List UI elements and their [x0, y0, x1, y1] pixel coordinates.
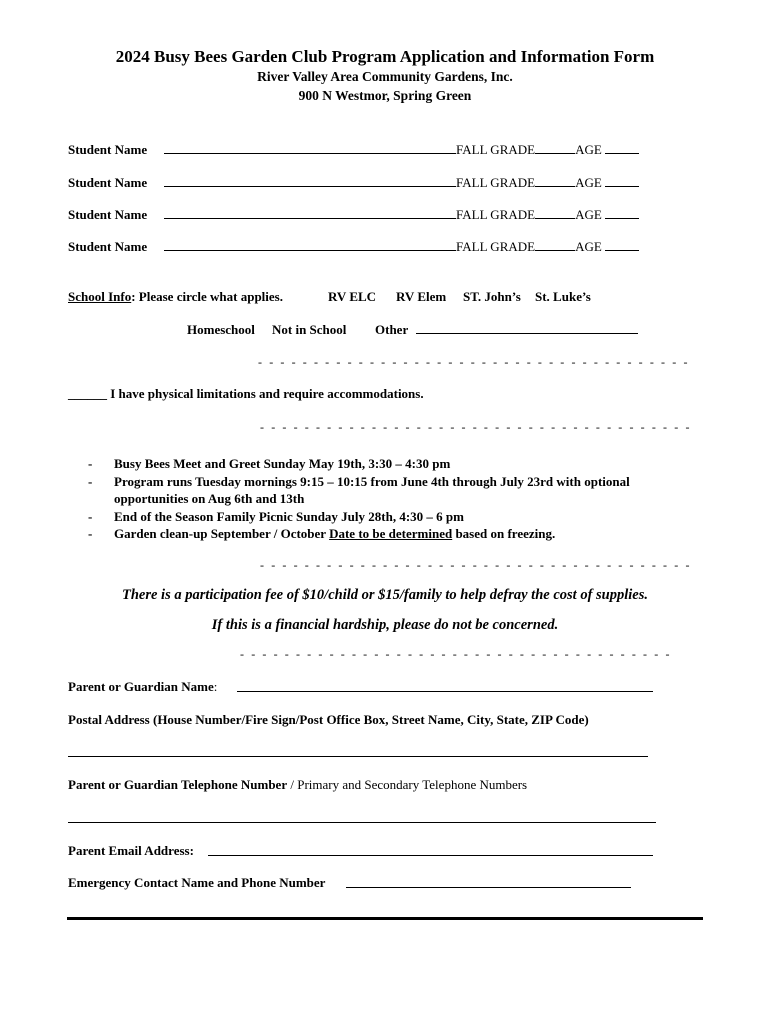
fee-notice: There is a participation fee of $10/child or $15/family to help defray the cost of supplies.	[122, 587, 648, 603]
cleanup-text-after: based on freezing.	[452, 526, 556, 541]
student-row	[68, 207, 639, 223]
emergency-contact-label: Emergency Contact Name and Phone Number	[68, 875, 326, 890]
school-other-field[interactable]	[416, 322, 638, 334]
age-field[interactable]	[605, 239, 639, 251]
cleanup-text-before: Garden clean-up September / October	[114, 526, 330, 541]
student-row	[68, 239, 639, 255]
student-name-label: Student Name	[68, 142, 148, 157]
separator: - - - - - - - - - - - - - - - - - - - - - - - - - - - - - - - - - - - - - - -	[260, 420, 692, 434]
postal-address-label: Postal Address (House Number/Fire Sign/Post Office Box, Street Name, City, State, ZIP Code)	[68, 712, 589, 727]
separator: - - - - - - - - - - - - - - - - - - - - - - - - - - - - - - - - - - - - - - -	[240, 647, 672, 661]
student-name-field[interactable]	[164, 142, 456, 154]
student-row	[68, 175, 639, 191]
student-row	[68, 142, 639, 158]
guardian-phone-label: Parent or Guardian Telephone Number	[68, 777, 288, 792]
list-item: - Program runs Tuesday mornings 9:15 – 10:15 from June 4th through July 23rd with optional opportunities on Aug 6th and 13th	[88, 473, 630, 506]
fall-grade-label: FALL GRADE	[456, 239, 536, 254]
age-label: AGE	[575, 239, 602, 254]
fall-grade-field[interactable]	[535, 207, 575, 219]
form-title: 2024 Busy Bees Garden Club Program Application and Information Form	[115, 47, 655, 66]
age-field[interactable]	[605, 207, 639, 219]
school-info-instruction: : Please circle what applies.	[131, 289, 283, 304]
age-field[interactable]	[605, 175, 639, 187]
postal-address-field[interactable]	[68, 745, 648, 757]
organization-name: River Valley Area Community Gardens, Inc.	[257, 69, 513, 84]
age-label: AGE	[575, 142, 602, 157]
list-item-text: Program runs Tuesday mornings 9:15 – 10:15 from June 4th through July 23rd with optional opportunities on Aug 6th and 13th	[114, 473, 630, 506]
school-option-st-lukes[interactable]: St. Luke’s	[535, 289, 591, 304]
school-info-label: School Info	[68, 289, 132, 304]
list-item: - End of the Season Family Picnic Sunday July 28th, 4:30 – 6 pm	[88, 508, 464, 524]
school-option-rv-elc[interactable]: RV ELC	[328, 289, 377, 304]
fall-grade-field[interactable]	[535, 142, 575, 154]
email-field[interactable]	[208, 844, 653, 856]
guardian-phone-hint: / Primary and Secondary Telephone Numbers	[287, 777, 528, 792]
program-schedule-list	[88, 455, 694, 543]
guardian-name-colon: :	[213, 679, 218, 694]
school-option-rv-elem[interactable]: RV Elem	[396, 289, 447, 304]
school-option-st-johns[interactable]: ST. John’s	[463, 289, 521, 304]
student-name-field[interactable]	[164, 175, 456, 187]
accommodation-checkbox-blank[interactable]: ______	[68, 386, 107, 401]
bottom-rule	[67, 917, 703, 920]
organization-address: 900 N Westmor, Spring Green	[298, 88, 472, 103]
fall-grade-label: FALL GRADE	[456, 207, 536, 222]
guardian-phone-field[interactable]	[68, 811, 656, 823]
emergency-contact-field[interactable]	[346, 876, 631, 888]
fall-grade-field[interactable]	[535, 175, 575, 187]
age-label: AGE	[575, 175, 602, 190]
student-name-label: Student Name	[68, 239, 148, 254]
fall-grade-field[interactable]	[535, 239, 575, 251]
fall-grade-label: FALL GRADE	[456, 175, 536, 190]
guardian-name-field[interactable]	[237, 680, 653, 692]
age-field[interactable]	[605, 142, 639, 154]
separator: - - - - - - - - - - - - - - - - - - - - - - - - - - - - - - - - - - - - - - -	[260, 558, 692, 572]
student-name-field[interactable]	[164, 207, 456, 219]
age-label: AGE	[575, 207, 602, 222]
guardian-phone-row	[68, 777, 527, 793]
school-option-other[interactable]: Other	[375, 322, 409, 337]
list-item: - Garden clean-up September / October Date to be determined based on freezing.	[88, 526, 556, 541]
hardship-notice: If this is a financial hardship, please do not be concerned.	[211, 617, 559, 633]
school-option-homeschool[interactable]: Homeschool	[187, 322, 255, 337]
list-item-text: End of the Season Family Picnic Sunday July 28th, 4:30 – 6 pm	[114, 508, 464, 524]
separator: - - - - - - - - - - - - - - - - - - - - - - - - - - - - - - - - - - - - - - -	[258, 355, 690, 369]
fall-grade-label: FALL GRADE	[456, 142, 536, 157]
student-name-label: Student Name	[68, 207, 148, 222]
guardian-name-row	[68, 679, 217, 695]
accommodation-text: I have physical limitations and require accommodations.	[110, 386, 424, 401]
list-item-text: Busy Bees Meet and Greet Sunday May 19th, 3:30 – 4:30 pm	[114, 456, 451, 471]
school-option-not-in-school[interactable]: Not in School	[272, 322, 347, 337]
cleanup-date-tbd: Date to be determined	[329, 526, 453, 541]
school-info	[68, 289, 283, 305]
email-label: Parent Email Address:	[68, 843, 194, 858]
student-name-label: Student Name	[68, 175, 148, 190]
guardian-name-label: Parent or Guardian Name	[68, 679, 214, 694]
accommodation-line	[68, 386, 424, 402]
student-name-field[interactable]	[164, 239, 456, 251]
list-item: - Busy Bees Meet and Greet Sunday May 19th, 3:30 – 4:30 pm	[88, 456, 451, 471]
